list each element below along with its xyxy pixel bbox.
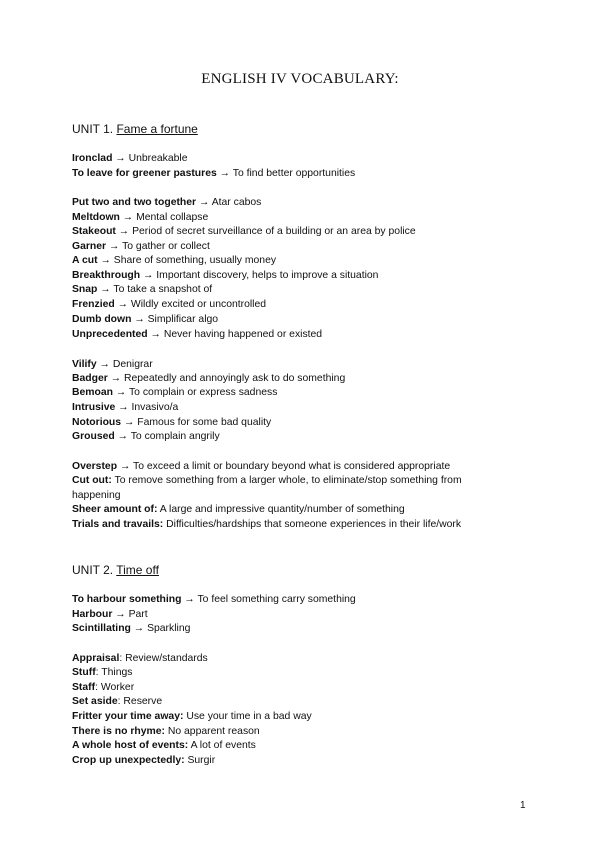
vocab-entry: Appraisal: Review/standards xyxy=(72,653,208,664)
vocab-entry: Stuff: Things xyxy=(72,667,133,678)
unit-2-heading xyxy=(72,563,159,577)
vocab-entry: Set aside: Reserve xyxy=(72,696,163,707)
vocab-entry: Sheer amount of: A large and impressive quantity/number of something xyxy=(72,504,405,515)
unit-1-name: Fame a fortune xyxy=(116,122,198,136)
vocab-entry: A whole host of events: A lot of events xyxy=(72,740,256,751)
vocab-entry: To harbour something → To feel something carry something xyxy=(72,594,356,605)
unit-2-prefix: UNIT 2. xyxy=(72,563,117,577)
vocab-entry: Crop up unexpectedly: Surgir xyxy=(72,755,216,766)
vocab-entry: Scintillating → Sparkling xyxy=(72,623,191,634)
vocab-entry: Dumb down → Simplificar algo xyxy=(72,314,219,325)
vocab-entry: Groused → To complain angrily xyxy=(72,431,220,442)
vocab-entry: Frenzied → Wildly excited or uncontrolled xyxy=(72,299,267,310)
vocab-entry: Fritter your time away: Use your time in a bad way xyxy=(72,711,312,722)
vocab-entry: Ironclad → Unbreakable xyxy=(72,153,188,164)
vocab-entry: Meltdown → Mental collapse xyxy=(72,212,209,223)
vocab-entry: Intrusive → Invasivo/a xyxy=(72,402,179,413)
vocab-entry: Staff: Worker xyxy=(72,682,135,693)
unit-1-prefix: UNIT 1. xyxy=(72,122,117,136)
vocab-entry: Snap → To take a snapshot of xyxy=(72,284,213,295)
page-number: 1 xyxy=(520,800,526,811)
unit-2-name: Time off xyxy=(116,563,159,577)
vocab-entry: Unprecedented → Never having happened or existed xyxy=(72,329,323,340)
vocab-entry: Cut out: To remove something from a larger whole, to eliminate/stop something from happening xyxy=(72,475,462,501)
vocab-entry: Garner → To gather or collect xyxy=(72,241,210,252)
vocab-entry: Bemoan → To complain or express sadness xyxy=(72,387,278,398)
vocab-entry: Notorious → Famous for some bad quality xyxy=(72,417,272,428)
vocab-entry: To leave for greener pastures → To find better opportunities xyxy=(72,168,356,179)
page-title: ENGLISH IV VOCABULARY: xyxy=(201,71,399,87)
vocab-entry: Put two and two together → Atar cabos xyxy=(72,197,262,208)
vocab-entry: A cut → Share of something, usually money xyxy=(72,255,277,266)
vocab-entry: Badger → Repeatedly and annoyingly ask to do something xyxy=(72,373,346,384)
vocab-entry: Overstep → To exceed a limit or boundary beyond what is considered appropriate xyxy=(72,461,451,472)
vocab-entry: There is no rhyme: No apparent reason xyxy=(72,726,260,737)
vocab-entry: Breakthrough → Important discovery, helps to improve a situation xyxy=(72,270,379,281)
vocab-entry: Trials and travails: Difficulties/hardships that someone experiences in their life/work xyxy=(72,519,462,530)
vocab-entry: Harbour → Part xyxy=(72,609,148,620)
vocab-entry: Stakeout → Period of secret surveillance of a building or an area by police xyxy=(72,226,416,237)
unit-1-heading xyxy=(72,122,198,136)
vocab-entry: Vilify → Denigrar xyxy=(72,359,153,370)
